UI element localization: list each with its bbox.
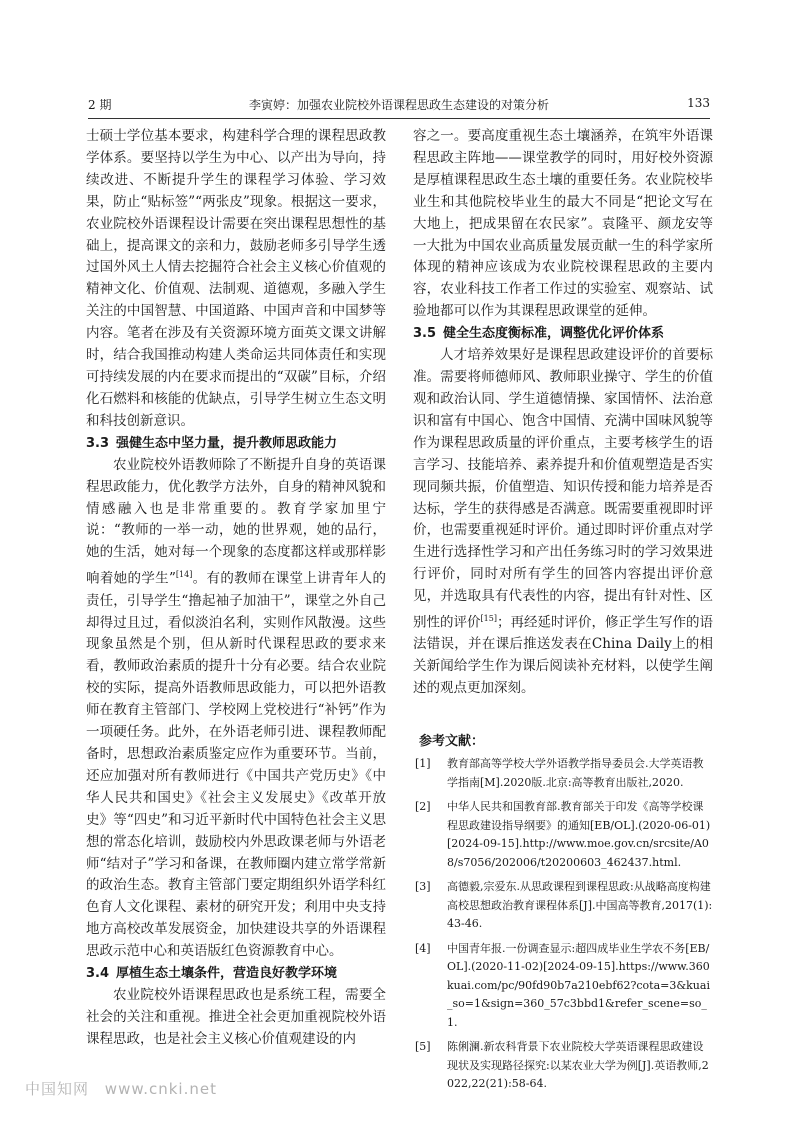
body-paragraph [413, 345, 713, 700]
references-title: 参考文献： [419, 734, 485, 750]
reference-item [413, 755, 713, 792]
issue-number: 2 期 [88, 98, 112, 112]
left-column [86, 126, 386, 1051]
section-number: 3.5 [413, 326, 437, 342]
reference-item [413, 1038, 713, 1094]
reference-number: [2] [415, 800, 431, 814]
section-title: 健全生态度衡标准，调整优化评价体系 [443, 326, 665, 342]
reference-item [413, 940, 713, 1033]
header-rule [88, 118, 710, 119]
watermark-cnki-name: 中国知网 [25, 1080, 90, 1098]
section-heading-3-4 [86, 963, 386, 985]
citation-marker[interactable]: [14] [175, 570, 193, 580]
reference-text: 教育部高等学校大学外语教学指导委员会.大学英语教学指南[M].2020版.北京:高等教育出版社,2020. [447, 757, 704, 789]
body-paragraph [86, 455, 386, 963]
section-number: 3.4 [86, 966, 110, 982]
paragraph-text: 农业院校外语教师除了不断提升自身的英语课程思政能力，优化教学方法外，自身的精神风貌和情感融入也是非常重要的。教育学家加里宁说：“教师的一举一动，她的世界观，她的品行，她的生活，她对每一个现象的态度都这样或那样影响着她的学生” [86, 456, 386, 587]
paragraph-text: 人才培养效果好是课程思政建设评价的首要标准。需要将师德师风、教师职业操守、学生的价值观和政治认同、学生道德情操、家国情怀、法治意识和富有中国心、饱含中国情、充满中国味风貌等作为课程思政质量的评价重点，主要考核学生的语言学习、技能培养、素养提升和价值观塑造是否实现同频共振，价值塑造、知识传授和能力培养是否达标，学生的获得感是否满意。既需要重视即时评价，也需要重视延时评价。通过即时评价重点对学生进行选择性学习和产出任务练习时的学习效果进行评价，同时对所有学生的回答内容提出评价意见，并选取具有代表性的内容，提出有针对性、区别性的评价 [413, 347, 713, 631]
reference-number: [5] [415, 1040, 431, 1054]
paragraph-text: ；再经延时评价，修正学生写作的语法错误，并在课后推送发表在China Daily上的相关新闻给学生作为课后阅读补充材料，以使学生阐述的观点更加深刻。 [413, 614, 714, 697]
reference-text: 高德毅,宗爱东.从思政课程到课程思政:从战略高度构建高校思想政治教育课程体系[J].中国高等教育,2017(1):43-46. [447, 880, 713, 931]
watermark-cnki-url: www.cnki.net [104, 1080, 217, 1098]
reference-number: [4] [415, 941, 431, 955]
running-title: 李寅婷：加强农业院校外语课程思政生态建设的对策分析 [248, 98, 549, 112]
body-paragraph: 容之一。要高度重视生态土壤涵养，在筑牢外语课程思政主阵地——课堂教学的同时，用好校外资源是厚植课程思政生态土壤的重要任务。农业院校毕业生和其他院校毕业生的最大不同是“把论文写在大地上，把成果留在农民家”。袁隆平、颜龙安等一大批为中国农业高质量发展贡献一生的科学家所体现的精神应该成为农业院校课程思政的主要内容，农业科技工作者工作过的实验室、观察站、试验地都可以作为其课程思政课堂的延伸。 [413, 128, 713, 320]
reference-text[interactable]: 中华人民共和国教育部.教育部关于印发《高等学校课程思政建设指导纲要》的通知[EB/OL].(2020-06-01)[2024-09-15].http://www.moe.gov.cn/srcsite/A08/s7056/202006/t20200603_462437.html. [447, 800, 711, 869]
reference-text[interactable]: 中国青年报.一份调查显示:超四成毕业生学农不务[EB/OL].(2020-11-02)[2024-09-15].https://www.360kuai.com/pc/90fd90b7a210ebf62?cota=3&kuai_so=1&sign=360_57c3bbd1&refer_scene=so_1. [447, 941, 710, 1029]
citation-marker[interactable]: [15] [480, 614, 497, 624]
section-number: 3.3 [86, 435, 110, 451]
body-paragraph: 士硕士学位基本要求，构建科学合理的课程思政教学体系。要坚持以学生为中心、以产出为导向，持续改进、不断提升学生的课程学习体验、学习效果，防止“贴标签”“两张皮”现象。根据这一要求，农业院校外语课程设计需要在突出课程思想性的基础上，提高课文的亲和力，鼓励老师多引导学生透过国外风土人情去挖掘符合社会主义核心价值观的精神文化、价值观、法制观、道德观，多融入学生关注的中国智慧、中国道路、中国声音和中国梦等内容。笔者在涉及有关资源环境方面英文课文讲解时，结合我国推动构建人类命运共同体责任和实现可持续发展的内在要求而提出的“双碳”目标，介绍化石燃料和核能的优缺点，引导学生树立生态文明和科技创新意识。 [86, 128, 386, 429]
reference-text: 陈俐澜.新农科背景下农业院校大学英语课程思政建设现状及实现路径探究:以某农业大学为例[J].英语教师,2022,22(21):58-64. [447, 1040, 709, 1091]
page-number: 133 [687, 96, 710, 110]
reference-number: [1] [415, 757, 431, 771]
reference-item [413, 798, 713, 872]
reference-list [413, 755, 713, 1094]
section-heading-3-3 [86, 433, 386, 455]
reference-item [413, 878, 713, 934]
running-header [88, 96, 710, 116]
section-title: 强健生态中坚力量，提升教师思政能力 [116, 435, 338, 451]
right-column [413, 126, 713, 1100]
body-paragraph: 农业院校外语课程思政也是系统工程，需要全社会的关注和重视。推进全社会更加重视院校外语课程思政，也是社会主义核心价值观建设的内 [86, 987, 386, 1047]
section-heading-3-5 [413, 323, 713, 345]
reference-number: [3] [415, 880, 431, 894]
section-title: 厚植生态土壤条件，营造良好教学环境 [116, 966, 338, 982]
paragraph-text: 。有的教师在课堂上讲青年人的责任，引导学生“撸起袖子加油干”，课堂之外自己却得过且过，看似淡泊名利，实则作风散漫。这些现象虽然是个别，但从新时代课程思政的要求来看，教师政治素质的提升十分有必要。结合农业院校的实际，提高外语教师思政能力，可以把外语教师在教育主管部门、学校网上党校进行“补钙”作为一项硬任务。此外，在外语老师引进、课程教师配备时，思想政治素质鉴定应作为重要环节。当前，还应加强对所有教师进行《中国共产党历史》《中华人民共和国史》《社会主义发展史》《改革开放史》等“四史”和习近平新时代中国特色社会主义思想的常态化培训，鼓励校内外思政课老师与外语老师“结对子”学习和备课，在教师圈内建立常学常新的政治生态。教育主管部门要定期组织外语学科红色育人文化课程、素材的研究开发；利用中央支持地方高校改革发展资金，加快建设共享的外语课程思政示范中心和英语版红色资源教育中心。 [86, 570, 386, 960]
cnki-watermark [25, 1078, 227, 1099]
